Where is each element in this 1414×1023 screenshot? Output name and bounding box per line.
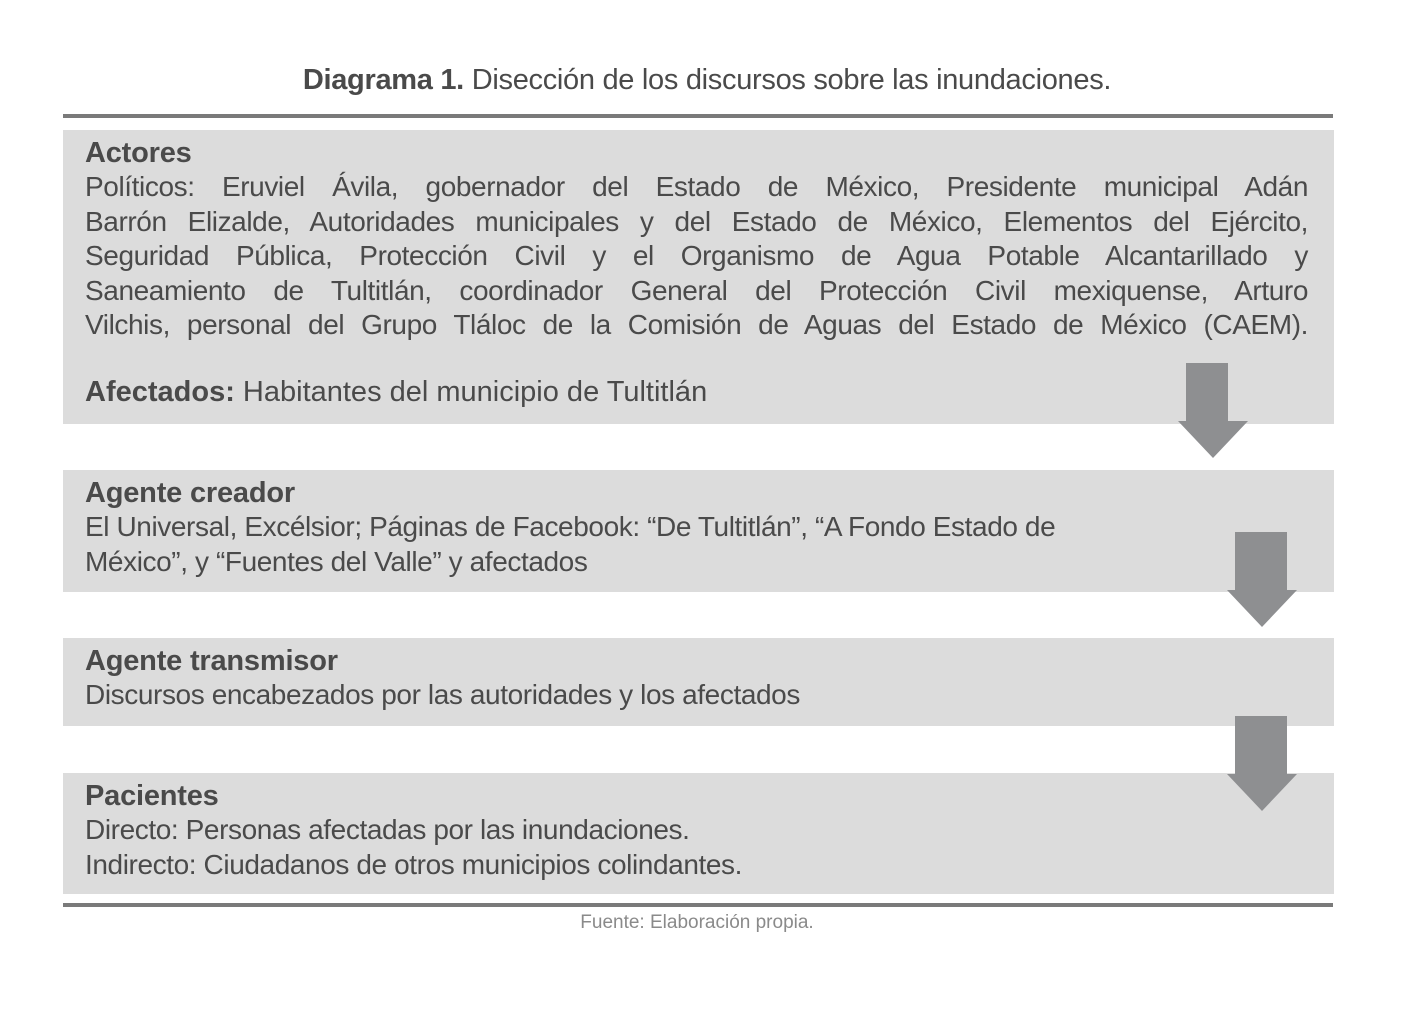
actores-line: Barrón Elizalde, Autoridades municipales y del Estado de México, Elementos del Ejército, (85, 205, 1308, 237)
pacientes-heading: Pacientes (85, 780, 219, 812)
down-arrow-icon (1225, 716, 1299, 811)
agente-creador-line: México”, y “Fuentes del Valle” y afectados (85, 545, 588, 577)
agente-creador-heading: Agente creador (85, 477, 295, 509)
box-agente-transmisor (63, 638, 1334, 726)
down-arrow-icon (1176, 363, 1250, 458)
actores-line: Saneamiento de Tultitlán, coordinador General del Protección Civil mexiquense, Arturo (85, 274, 1308, 306)
diagram-title-text: Disección de los discursos sobre las inundaciones. (471, 64, 1112, 96)
pacientes-line: Indirecto: Ciudadanos de otros municipios colindantes. (85, 848, 743, 880)
afectados-label: Afectados: (85, 375, 235, 408)
afectados-line (85, 375, 1308, 409)
agente-creador-line: El Universal, Excélsior; Páginas de Facebook: “De Tultitlán”, “A Fondo Estado de (85, 511, 1056, 542)
box-actores (63, 130, 1334, 424)
actores-heading: Actores (85, 137, 192, 169)
agente-transmisor-line: Discursos encabezados por las autoridades y los afectados (85, 679, 800, 710)
diagram-title (0, 64, 1414, 97)
actores-line: Vilchis, personal del Grupo Tláloc de la Comisión de Aguas del Estado de México (CAEM). (85, 309, 1308, 340)
actores-line: Seguridad Pública, Protección Civil y el Organismo de Agua Potable Alcantarillado y (85, 240, 1308, 271)
diagram-title-label: Diagrama 1. (302, 64, 464, 96)
top-rule (63, 114, 1333, 118)
source-note: Fuente: Elaboración propia. (580, 912, 814, 933)
box-agente-creador (63, 470, 1334, 592)
down-arrow-icon (1225, 532, 1299, 627)
actores-line: Políticos: Eruviel Ávila, gobernador del Estado de México, Presidente municipal Adán (85, 171, 1308, 202)
pacientes-line: Directo: Personas afectadas por las inundaciones. (85, 814, 690, 845)
agente-transmisor-heading: Agente transmisor (85, 645, 338, 677)
bottom-rule (63, 903, 1333, 907)
afectados-text: Habitantes del municipio de Tultitlán (242, 375, 708, 408)
box-pacientes (63, 773, 1334, 894)
